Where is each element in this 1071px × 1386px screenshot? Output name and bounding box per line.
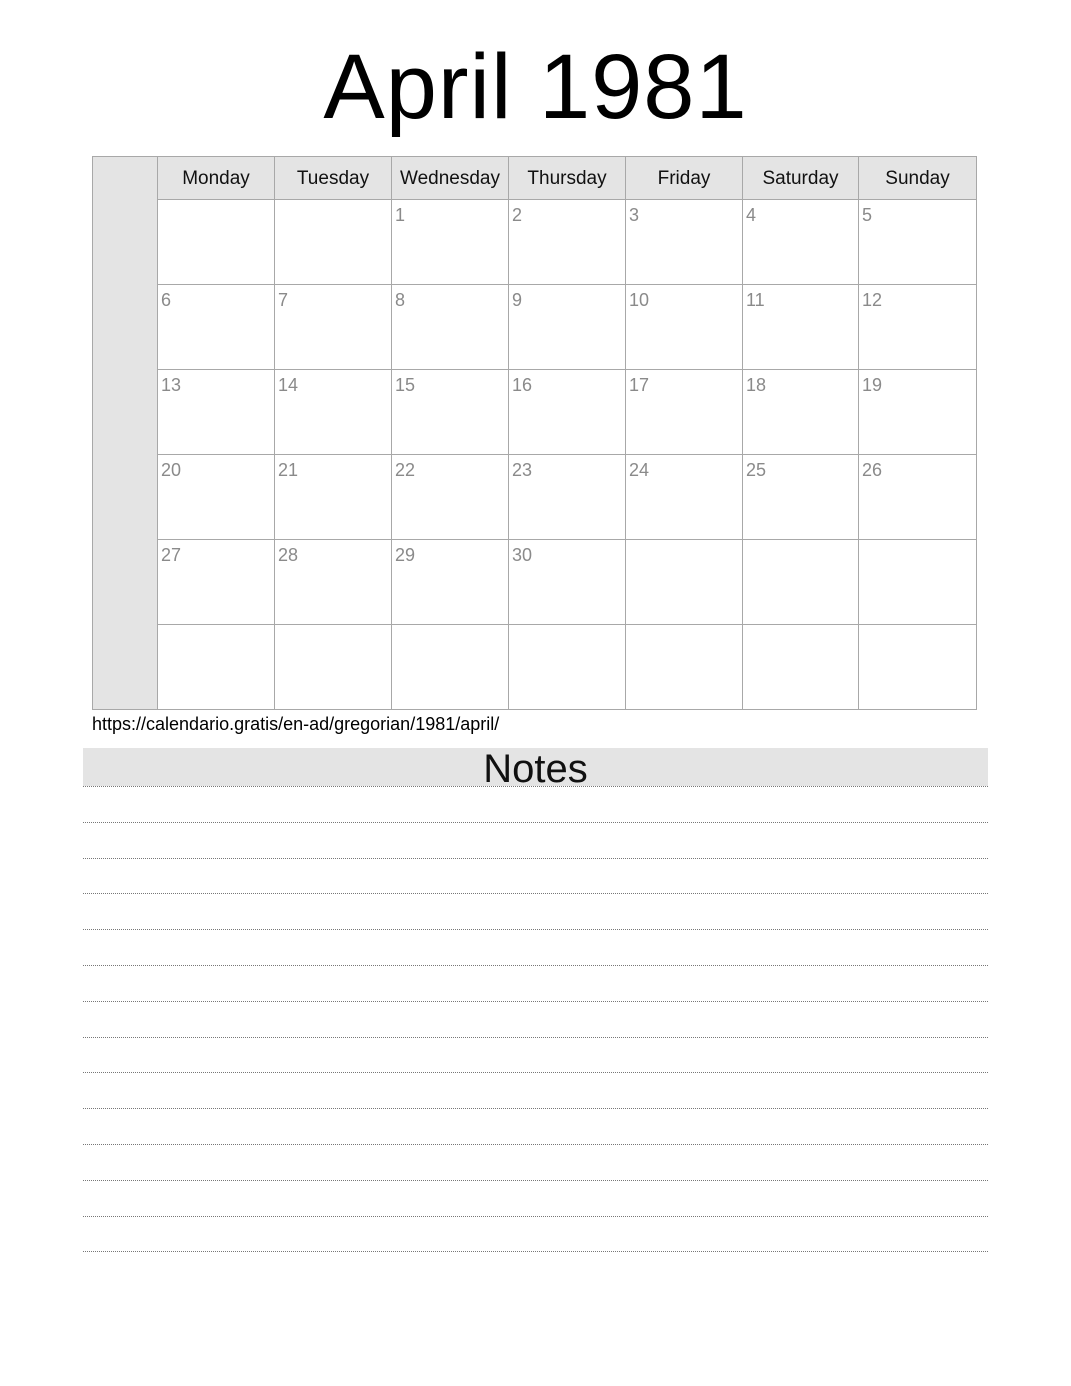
note-line [83, 1144, 988, 1180]
day-cell: 30 [509, 540, 626, 625]
day-cell: 21 [275, 455, 392, 540]
day-cell: 14 [275, 370, 392, 455]
day-cell: 16 [509, 370, 626, 455]
day-cell [275, 200, 392, 285]
note-line [83, 1251, 988, 1252]
week-number-column [93, 157, 158, 709]
weekday-header-thursday: Thursday [509, 157, 626, 200]
notes-heading: Notes [83, 748, 988, 786]
note-line [83, 858, 988, 894]
weekday-header-monday: Monday [158, 157, 275, 200]
day-cell: 25 [743, 455, 859, 540]
day-cell: 3 [626, 200, 743, 285]
day-cell [626, 540, 743, 625]
day-cell: 18 [743, 370, 859, 455]
note-line [83, 1037, 988, 1073]
note-line [83, 965, 988, 1001]
note-line [83, 1108, 988, 1144]
day-cell: 20 [158, 455, 275, 540]
day-cell: 8 [392, 285, 509, 370]
weekday-header-wednesday: Wednesday [392, 157, 509, 200]
day-cell [743, 540, 859, 625]
day-cell: 7 [275, 285, 392, 370]
page-title: April 1981 [323, 36, 748, 138]
month-calendar [92, 156, 977, 710]
day-cell [743, 625, 859, 710]
day-cell: 17 [626, 370, 743, 455]
note-line [83, 1180, 988, 1216]
day-cell: 15 [392, 370, 509, 455]
day-cell [158, 625, 275, 710]
calendar-grid [158, 157, 976, 709]
note-line [83, 929, 988, 965]
day-cell: 5 [859, 200, 976, 285]
day-cell: 4 [743, 200, 859, 285]
day-cell: 26 [859, 455, 976, 540]
day-cell: 6 [158, 285, 275, 370]
weekday-header-tuesday: Tuesday [275, 157, 392, 200]
weekday-header-friday: Friday [626, 157, 743, 200]
note-line [83, 1072, 988, 1108]
day-cell [859, 625, 976, 710]
day-cell: 13 [158, 370, 275, 455]
day-cell: 27 [158, 540, 275, 625]
day-cell: 9 [509, 285, 626, 370]
day-cell: 11 [743, 285, 859, 370]
note-line [83, 1001, 988, 1037]
day-cell [626, 625, 743, 710]
day-cell: 10 [626, 285, 743, 370]
day-cell [275, 625, 392, 710]
weekday-header-saturday: Saturday [743, 157, 859, 200]
weekday-header-sunday: Sunday [859, 157, 976, 200]
note-line [83, 893, 988, 929]
day-cell [158, 200, 275, 285]
day-cell: 29 [392, 540, 509, 625]
source-url: https://calendario.gratis/en-ad/gregorian/1981/april/ [92, 714, 500, 734]
note-line [83, 786, 988, 822]
day-cell: 19 [859, 370, 976, 455]
notes-lines [83, 786, 988, 1252]
day-cell: 2 [509, 200, 626, 285]
note-line [83, 822, 988, 858]
day-cell [392, 625, 509, 710]
day-cell [509, 625, 626, 710]
day-cell [859, 540, 976, 625]
day-cell: 23 [509, 455, 626, 540]
day-cell: 12 [859, 285, 976, 370]
day-cell: 1 [392, 200, 509, 285]
day-cell: 24 [626, 455, 743, 540]
day-cell: 22 [392, 455, 509, 540]
note-line [83, 1216, 988, 1252]
day-cell: 28 [275, 540, 392, 625]
